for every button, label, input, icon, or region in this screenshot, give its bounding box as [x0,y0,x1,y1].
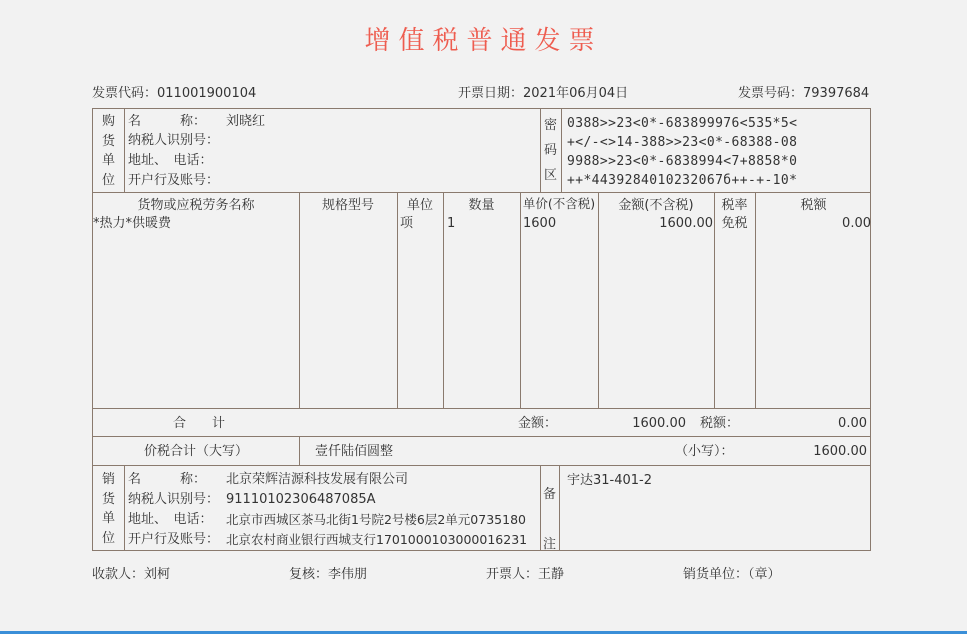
total-tax-label: 税额： [700,416,740,431]
remark-value: 宇达31-401-2 [567,473,653,488]
invoice-date-value: 2021年06月04日 [523,86,629,101]
seller-bank-label: 开户行及账号： [128,532,220,547]
items-table [92,192,871,466]
seller-side-label: 销 货 单 位 [101,472,115,546]
item-name: *热力*供暖费 [93,216,172,231]
seller-address-value: 北京市西城区茶马北街1号院2号楼6层2单元0735180 [226,512,526,527]
total-amount-label: 金额： [518,416,558,431]
col-header-qty: 数量 [468,198,495,213]
grand-total-upper: 壹仟陆佰圆整 [315,444,394,459]
seller-address-label: 地址、 电话： [128,512,213,527]
seller-taxid-value: 91110102306487085A [226,492,376,507]
invoice-date-label: 开票日期： [458,86,524,101]
col-header-price: 单价(不含税) [522,196,596,211]
grand-total-lower-value: 1600.00 [813,444,867,459]
item-price: 1600 [523,216,557,231]
cipher-line: 0388>>23<0*-683899976<535*5< [567,116,798,131]
seller-name-value: 北京荣辉洁源科技发展有限公司 [226,472,409,487]
invoice-number-label: 发票号码： [738,86,804,101]
buyer-name-label: 名 称： [128,114,207,129]
total-label: 合 计 [173,416,226,431]
col-header-tax: 税额 [800,198,827,213]
col-header-amount: 金额(不含税) [618,198,694,213]
invoice-date [458,82,628,101]
invoice-code [92,82,256,101]
remark-side-label: 备 注 [542,487,556,552]
payee: 收款人：刘柯 [92,567,171,582]
invoice-code-label: 发票代码： [92,86,158,101]
buyer-bank-label: 开户行及账号： [128,173,220,188]
buyer-taxid-label: 纳税人识别号： [128,133,220,148]
cipher-line: +</-<>14-388>>23<0*-68388-08 [567,135,798,150]
col-header-rate: 税率 [721,198,748,213]
seller-taxid-label: 纳税人识别号： [128,492,220,507]
seller-unit-stamp: 销货单位：（章） [683,567,781,582]
reviewer: 复核：李伟朋 [289,567,368,582]
total-amount-value: 1600.00 [632,416,686,431]
item-qty: 1 [447,216,456,231]
seller-name-label: 名 称： [128,472,207,487]
total-tax-value: 0.00 [838,416,867,431]
buyer-side-label: 购 货 单 位 [101,114,115,188]
cipher-side-label: 密 码 区 [543,118,557,183]
seller-bank-value: 北京农村商业银行西城支行1701000103000016231 [226,532,528,547]
grand-total-label: 价税合计（大写） [143,444,248,459]
drawer: 开票人：王静 [486,567,565,582]
buyer-address-label: 地址、 电话： [128,153,213,168]
invoice-number-value: 79397684 [803,86,870,101]
invoice-code-value: 011001900104 [157,86,257,101]
invoice-number [738,82,869,101]
invoice-title: 增值税普通发票 [364,26,603,56]
item-rate: 免税 [721,216,748,231]
col-header-name: 货物或应税劳务名称 [137,198,255,213]
col-header-unit: 单位 [406,198,433,213]
cipher-line: 9988>>23<0*-6838994<7+8858*0 [567,154,798,169]
buyer-name-value: 刘晓红 [226,114,266,129]
item-unit: 项 [400,216,414,231]
cipher-line: ++*4439284010232067б++-+-10* [567,173,798,188]
item-tax: 0.00 [842,216,871,231]
seller-section [92,465,871,551]
grand-total-lower-label: （小写）： [675,444,734,459]
col-header-spec: 规格型号 [321,198,374,213]
buyer-section [92,108,871,193]
item-amount: 1600.00 [659,216,713,231]
